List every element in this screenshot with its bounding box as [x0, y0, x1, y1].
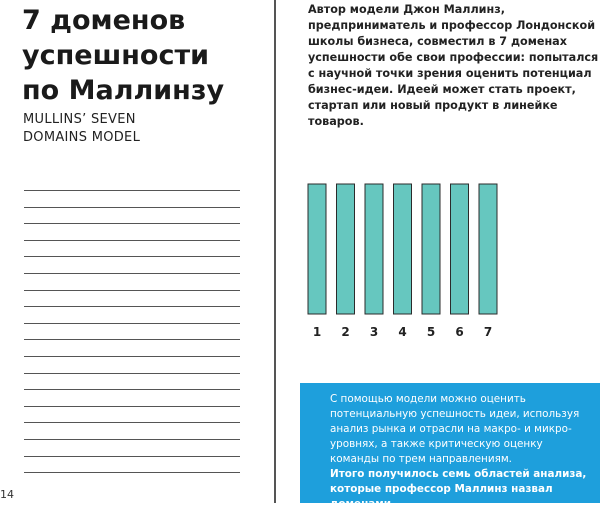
note-line — [24, 356, 240, 357]
bar-label-7: 7 — [483, 325, 493, 339]
callout-bold-text: Итого получилось семь областей анализа, которые профессор Маллинз назвал доменами. — [330, 468, 587, 510]
bar-4 — [394, 184, 412, 314]
bar-label-4: 4 — [398, 325, 407, 339]
note-line — [24, 406, 240, 407]
callout-box — [300, 383, 600, 510]
book-gutter — [274, 0, 276, 503]
note-line — [24, 207, 240, 208]
note-lines — [24, 190, 240, 490]
bar-1 — [308, 184, 326, 314]
page-number: 14 — [0, 488, 14, 501]
note-line — [24, 223, 240, 224]
bar-7 — [479, 184, 497, 314]
domains-bar-chart — [302, 176, 502, 346]
note-line — [24, 290, 240, 291]
intro-paragraph: Автор модели Джон Маллинз, предприниматель и профессор Лондонской школы бизнеса, совместил в 7 доменах успешности обе свои профессии: попытался с научной точки зрения оценить потенциал бизнес-идеи. Идеей может стать проект, стартап или новый продукт в линейке товаров. — [308, 3, 599, 128]
callout-text: С помощью модели можно оценить потенциальную успешность идеи, используя анализ рынка и отрасли на макро- и микро-уровнях, а также критическую оценку команды по трем направлениям. — [330, 393, 580, 465]
bar-label-1: 1 — [312, 325, 322, 339]
page-subtitle — [23, 111, 140, 147]
domains-chart — [302, 176, 502, 346]
note-line — [24, 273, 240, 274]
bar-label-6: 6 — [455, 325, 464, 339]
note-line — [24, 456, 240, 457]
note-line — [24, 190, 240, 191]
right-page — [278, 0, 600, 510]
note-line — [24, 339, 240, 340]
note-line — [24, 256, 240, 257]
bar-3 — [365, 184, 383, 314]
title-line-3: по Маллинзу — [22, 75, 225, 106]
note-line — [24, 389, 240, 390]
bar-label-5: 5 — [426, 325, 436, 339]
subtitle-line-2: DOMAINS MODEL — [23, 130, 141, 145]
bar-label-3: 3 — [369, 325, 379, 339]
note-line — [24, 323, 240, 324]
note-line — [24, 422, 240, 423]
note-line — [24, 439, 240, 440]
note-line — [24, 306, 240, 307]
bar-2 — [337, 184, 355, 314]
note-line — [24, 373, 240, 374]
bar-5 — [422, 184, 440, 314]
page-title — [22, 3, 224, 108]
left-page — [0, 0, 274, 503]
subtitle-line-1: MULLINS’ SEVEN — [23, 112, 136, 127]
bar-label-2: 2 — [341, 325, 350, 339]
bar-6 — [451, 184, 469, 314]
note-line — [24, 240, 240, 241]
title-line-1: 7 доменов — [22, 5, 186, 36]
title-line-2: успешности — [22, 40, 210, 71]
note-line — [24, 472, 240, 473]
